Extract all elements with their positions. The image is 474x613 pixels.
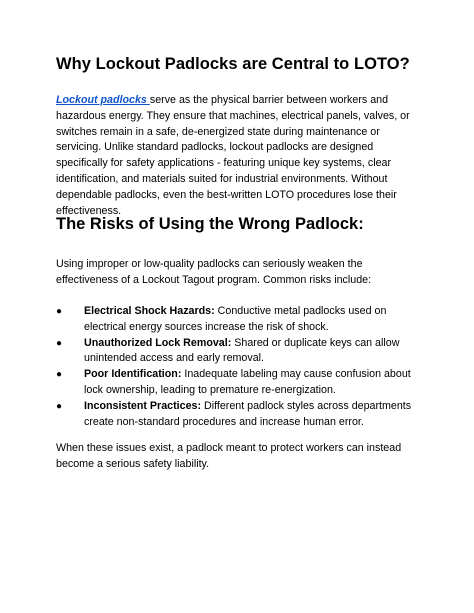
risk-title: Inconsistent Practices: — [84, 399, 202, 412]
bullet-icon: ● — [56, 306, 63, 317]
intro-text: serve as the physical barrier between workers and hazardous energy. They ensure that machines, electrical panels, valves, or switches remain in a safe, de-energized state during maintenance or servicing. Unlike standard padlocks, lockout padlocks are designed specifically for safety applications - featuring unique key systems, clear identification, and materials suited for industrial environments. Without dependable padlocks, even the best-written LOTO procedures lose their effectiveness. — [56, 94, 410, 217]
list-item — [56, 367, 424, 399]
risk-text: Inadequate labeling may cause confusion about lock ownership, leading to premature re-energization. — [84, 368, 411, 396]
lockout-padlocks-link[interactable]: Lockout padlocks — [56, 94, 150, 106]
list-item — [56, 336, 424, 368]
risk-text: Conductive metal padlocks used on electrical energy sources increase the risk of shock. — [84, 305, 387, 333]
bullet-icon: ● — [56, 369, 63, 381]
risk-title: Poor Identification: — [84, 368, 182, 381]
risk-text: Different padlock styles across departments create non-standard procedures and increase human error. — [84, 399, 412, 428]
page-title: Why Lockout Padlocks are Central to LOTO? — [56, 55, 410, 73]
lead-paragraph: Using improper or low-quality padlocks can seriously weaken the effectiveness of a Lockout Tagout program. Common risks include: — [56, 258, 372, 286]
closing-paragraph: When these issues exist, a padlock meant to protect workers can instead become a serious safety liability. — [56, 442, 402, 470]
bullet-icon: ● — [56, 400, 63, 412]
risk-title: Electrical Shock Hazards: — [84, 305, 215, 317]
intro-paragraph — [56, 93, 424, 219]
list-item — [56, 399, 424, 431]
risks-list — [56, 304, 424, 430]
bullet-icon: ● — [56, 337, 63, 349]
section-heading: The Risks of Using the Wrong Padlock: — [56, 215, 364, 233]
risk-title: Unauthorized Lock Removal: — [84, 336, 232, 349]
risk-text: Shared or duplicate keys can allow unintended access and early removal. — [84, 336, 400, 365]
list-item — [56, 304, 424, 336]
